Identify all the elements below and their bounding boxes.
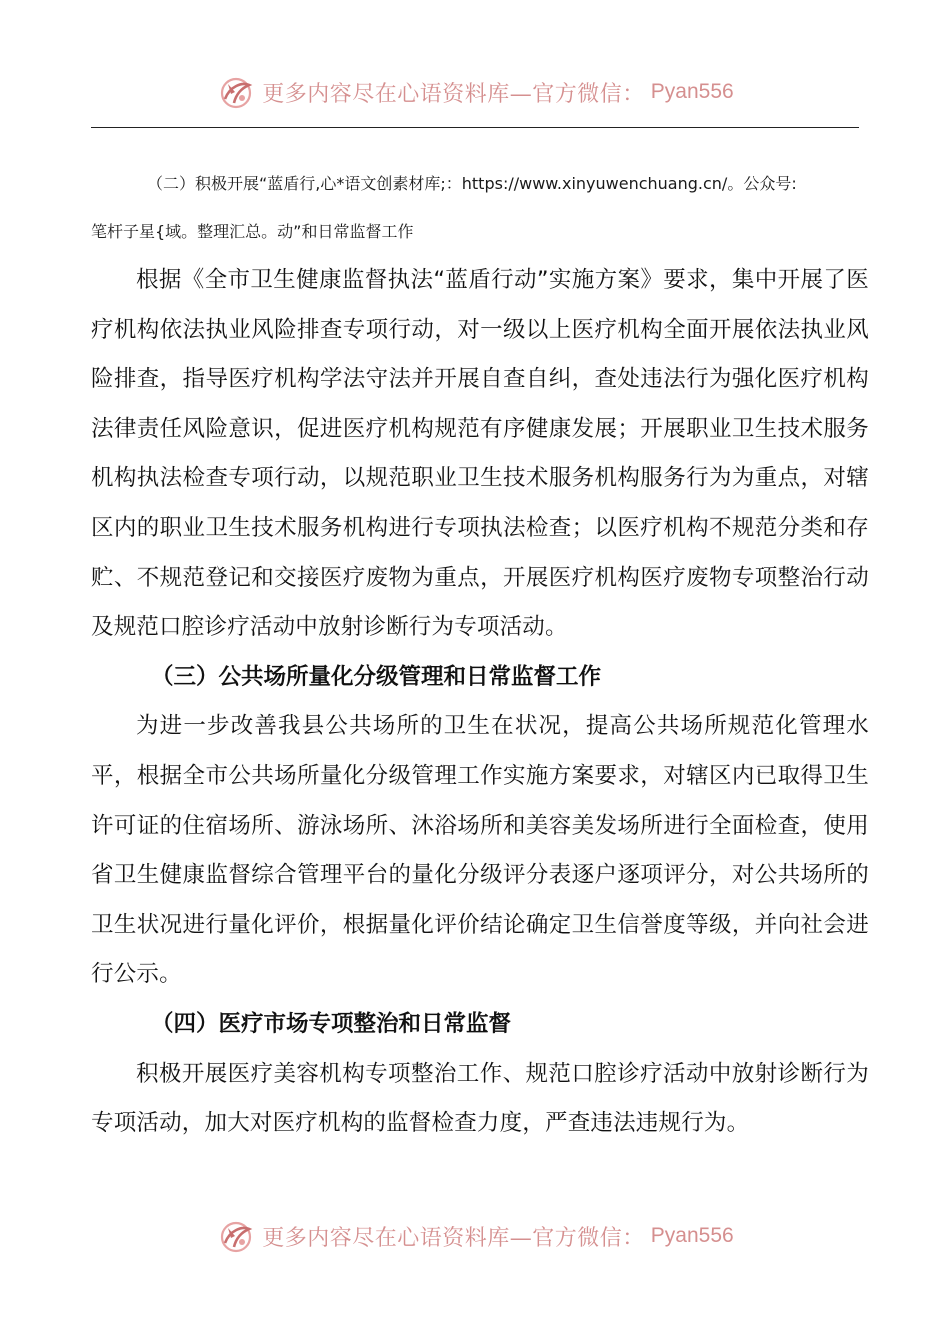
section3-paragraph: 为进一步改善我县公共场所的卫生在状况，提高公共场所规范化管理水平，根据全市公共场所量化分级管理工作实施方案要求，对辖区内已取得卫生许可证的住宿场所、游泳场所、沐浴场所和美容美发场所进行全面检查，使用省卫生健康监督综合管理平台的量化分级评分表逐户逐项评分，对公共场所的卫生状况进行量化评价，根据量化评价结论确定卫生信誉度等级，并向社会进行公示。 xyxy=(91,713,869,988)
swirl-logo-icon xyxy=(216,72,256,112)
footer-watermark xyxy=(0,1214,950,1258)
header-watermark-id: Pyan556 xyxy=(650,80,734,103)
section2-paragraph: 根据《全市卫生健康监督执法“蓝盾行动”实施方案》要求，集中开展了医疗机构依法执业风险排查专项行动，对一级以上医疗机构全面开展依法执业风险排查，指导医疗机构学法守法并开展自查自纠，查处违法行为强化医疗机构法律责任风险意识，促进医疗机构规范有序健康发展；开展职业卫生技术服务机构执法检查专项行动，以规范职业卫生技术服务机构服务行为为重点，对辖区内的职业卫生技术服务机构进行专项执法检查；以医疗机构不规范分类和存贮、不规范登记和交接医疗废物为重点，开展医疗机构医疗废物专项整治行动及规范口腔诊疗活动中放射诊断行为专项活动。 xyxy=(91,267,869,641)
document-body xyxy=(91,160,869,1149)
swirl-logo-icon xyxy=(216,1216,256,1256)
section4-heading: （四）医疗市场专项整治和日常监督 xyxy=(151,1010,512,1037)
header-watermark-text: 更多内容尽在心语资料库—官方微信： xyxy=(262,81,645,107)
footer-watermark-id: Pyan556 xyxy=(650,1224,734,1247)
section3-heading: （三）公共场所量化分级管理和日常监督工作 xyxy=(151,663,602,690)
header-watermark xyxy=(0,70,950,114)
section2-heading-line2: 笔杆子星{域。整理汇总。动”和日常监督工作 xyxy=(91,222,414,241)
section2-heading-line1: （二）积极开展“蓝盾行,心*语文创素材库;：https://www.xinyuwenchuang.cn/。公众号: xyxy=(147,174,797,193)
section4-paragraph: 积极开展医疗美容机构专项整治工作、规范口腔诊疗活动中放射诊断行为专项活动，加大对医疗机构的监督检查力度，严查违法违规行为。 xyxy=(91,1060,869,1137)
footer-watermark-text: 更多内容尽在心语资料库—官方微信： xyxy=(262,1225,645,1251)
header-rule xyxy=(91,127,859,128)
